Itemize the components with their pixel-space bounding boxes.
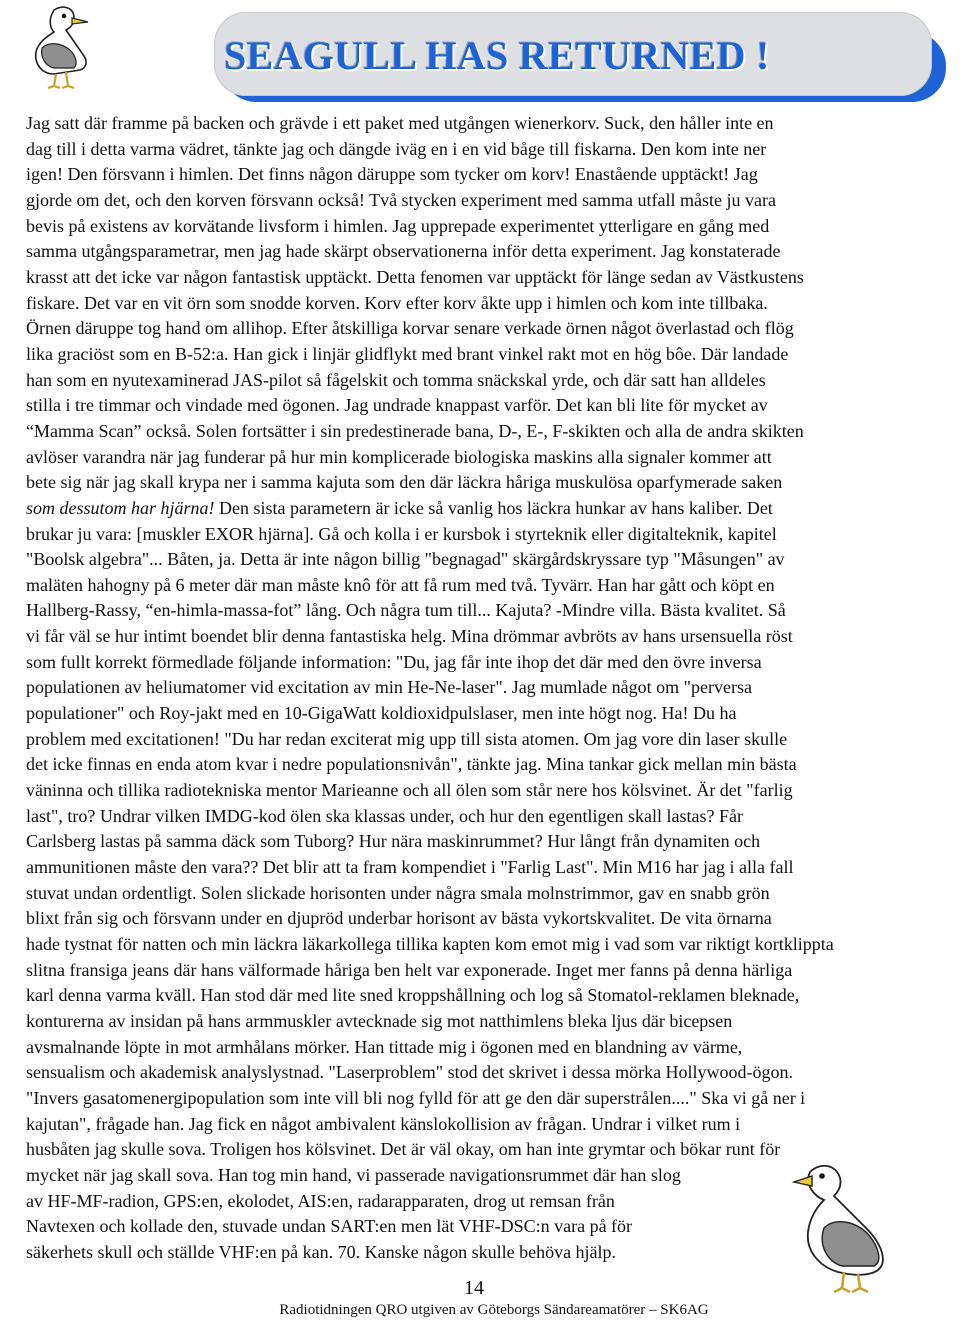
title-banner xyxy=(214,12,956,104)
text-line: kajutan", frågade han. Jag fick en något ambivalent känslokollision av frågan. Undrar i vilket rum i xyxy=(26,1113,741,1134)
text-line: Jag satt där framme på backen och grävde i ett paket med utgången wienerkorv. Suck, den håller inte en xyxy=(26,113,774,133)
text-line: han som en nyutexaminerad JAS-pilot så fågelskit och tomma snäckskal yrde, och där satt han alldeles xyxy=(26,369,766,390)
text-line: hade tystnat för natten och min läckra läkarkollega tillika kapten kom emot mig i vad som var riktigt kortklippta xyxy=(26,934,834,954)
seagull-icon xyxy=(14,2,98,92)
text-line: husbåten jag skulle sova. Troligen hos kölsvinet. Det är väl okay, om han inte grymtar och bökar runt för xyxy=(26,1139,781,1160)
footer-credit: Radiotidningen QRO utgiven av Göteborgs Sändareamatörer – SK6AG xyxy=(279,1302,709,1318)
text-line: “Mamma Scan” också. Solen fortsätter i sin predestinerade bana, D-, E-, F-skikten och alla de andra skikten xyxy=(26,420,804,441)
text-line: konturerna av insidan på hans armmuskler avtecknade sig mot natthimlens bleka ljus där bicepsen xyxy=(26,1010,733,1031)
text-line: maläten hahogny på 6 meter där man måste knô för att få rum med två. Tyvärr. Han har gått och köpt en xyxy=(26,574,775,595)
text-line: Hallberg-Rassy, “en-himla-massa-fot” lång. Och några tum till... Kajuta? -Mindre villa. Bästa kvalitet. Så xyxy=(26,600,786,621)
text-line: karl denna varma kväll. Han stod där med lite sned kroppshållning och log så Stomatol-reklamen bleknade, xyxy=(26,985,800,1006)
text-line: samma utgångsparametrar, men jag hade skärpt observationerna inför detta experiment. Jag konstaterade xyxy=(26,241,781,262)
text-fragment: Den sista parametern är icke så vanlig hos läckra hunkar av hans kaliber. Det xyxy=(214,497,773,518)
text-line: last", tro? Undrar vilken IMDG-kod ölen ska klassas under, och hur den egentligen skall lastas? Får xyxy=(26,805,743,826)
text-line: populationer" och Roy-jakt med en 10-GigaWatt koldioxidpulslaser, men inte högt nog. Ha! Du ha xyxy=(26,703,737,724)
text-line: brukar ju vara: [muskler EXOR hjärna]. Gå och kolla i er kursbok i styrteknik eller digitalteknik, kapitel xyxy=(26,523,777,544)
text-line: Örnen däruppe tog hand om allihop. Efter åtskilliga korvar senare verkade örnen något överlastad och flög xyxy=(26,318,794,339)
text-line: sensualism och akademisk analyslystnad. "Laserproblem" stod det skrivet i dessa mörka Hollywood-ögon. xyxy=(26,1062,794,1083)
text-line: slitna fransiga jeans där hans välformade håriga ben helt var exponerade. Inget mer fanns på denna härliga xyxy=(26,959,793,980)
text-line: Carlsberg lastas på samma däck som Tuborg? Hur nära maskinrummet? Hur långt från dynamiten och xyxy=(26,831,761,852)
text-line: väninna och tillika radiotekniska mentor Marieanne och all ölen som står nere hos kölsvinet. Är det "farlig xyxy=(26,780,793,801)
text-line: det icke finnas en enda atom kvar i nedre populationsnivån", tänkte jag. Mina tankar gick mellan min bästa xyxy=(26,754,797,775)
text-line: ammunitionen måste den vara?? Det blir att ta fram kompendiet i "Farlig Last". Min M16 har jag i alla fall xyxy=(26,857,794,878)
text-line: stilla i tre timmar och vindade med ögonen. Jag undrade knappast varför. Det kan bli lite för mycket av xyxy=(26,395,768,416)
text-line: bevis på existens av korvätande livsform i himlen. Jag upprepade experimentet ytterligare en gång med xyxy=(26,215,770,236)
page-title: SEAGULL HAS RETURNED ! xyxy=(224,33,770,78)
text-line: avlöser varandra när jag funderar på hur min komplicerade biologiska maskins alla signaler kommer att xyxy=(26,446,772,467)
text-line: mycket när jag skall sova. Han tog min hand, vi passerade navigationsrummet där han slog xyxy=(26,1164,681,1185)
text-line: igen! Den försvann i himlen. Det finns någon däruppe som tycker om korv! Enastående upptäckt! Jag xyxy=(26,164,758,185)
text-line: vi får väl se hur intimt boendet blir denna fantastiska helg. Mina drömmar avbröts av hans ursensuella röst xyxy=(26,626,793,647)
page-number: 14 xyxy=(464,1277,484,1299)
text-line: av HF-MF-radion, GPS:en, ekolodet, AIS:en, radarapparaten, drog ut remsan från xyxy=(26,1190,615,1211)
text-line: som fullt korrekt förmedlade följande information: "Du, jag får inte ihop det där med den övre inversa xyxy=(26,651,762,672)
text-line: dag till i detta varma vädret, tänkte jag och dängde iväg en i en vid båge till fiskarna. Den kom inte ner xyxy=(26,138,767,159)
text-line: blixt från sig och försvann under en djupröd underbar horisont av bästa vykortskvalitet. De vita örnarna xyxy=(26,908,772,929)
banner-face xyxy=(214,12,932,96)
text-line: problem med excitationen! "Du har redan exciterat mig upp till sista atomen. Om jag vore din laser skulle xyxy=(26,728,788,749)
text-line: Navtexen och kollade den, stuvade undan SART:en men lät VHF-DSC:n vara på för xyxy=(26,1216,633,1237)
text-line xyxy=(26,496,954,522)
italic-phrase: som dessutom har hjärna! xyxy=(26,497,215,518)
text-line: lika graciöst som en B-52:a. Han gick i linjär glidflykt med brant vinkel rakt mot en hög bôe. Där landade xyxy=(26,343,789,364)
text-line: "Invers gasatomenergipopulation som inte vill bli nog fylld för att ge den där superstrålen...." Ska vi gå ner i xyxy=(26,1087,806,1108)
text-line: säkerhets skull och ställde VHF:en på kan. 70. Kanske någon skulle behöva hjälp. xyxy=(26,1241,617,1262)
seagull-icon xyxy=(788,1158,906,1298)
article-body xyxy=(26,111,954,1266)
text-line: stuvat undan ordentligt. Solen slickade horisonten under några smala molnstrimmor, gav en snabb grön xyxy=(26,882,770,903)
text-line: avsmalnande löpte in mot armhålans mörker. Han tittade mig i ögonen med en blandning av värme, xyxy=(26,1036,743,1057)
text-line: fiskare. Det var en vit örn som snodde korven. Korv efter korv åkte upp i himlen och kom inte tillbaka. xyxy=(26,292,768,313)
text-line: bete sig när jag skall krypa ner i samma kajuta som den där läckra håriga muskulösa oparfymerade saken xyxy=(26,472,783,493)
text-line: krasst att det icke var någon fantastisk upptäckt. Detta fenomen var upptäckt för länge sedan av Västkustens xyxy=(26,266,804,287)
text-line: "Boolsk algebra"... Båten, ja. Detta är inte någon billig "begnagad" skärgårdskryssare typ "Måsungen" av xyxy=(26,549,785,570)
text-line: populationen av heliumatomer vid excitation av min He-Ne-laser". Jag mumlade något om "perversa xyxy=(26,677,752,698)
text-line: gjorde om det, och den korven försvann också! Två stycken experiment med samma utfall måste ju vara xyxy=(26,189,776,210)
